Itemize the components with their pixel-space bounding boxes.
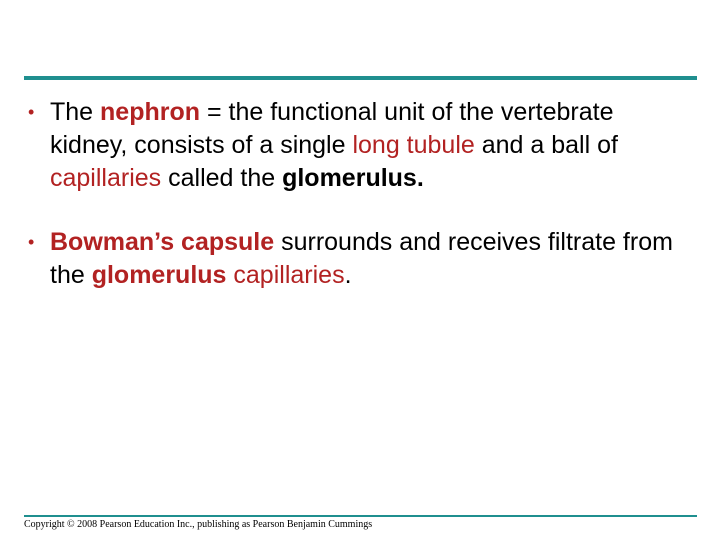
bullet-text-part: surrounds and receives filtrate from the <box>50 228 673 289</box>
bottom-divider <box>24 515 697 517</box>
bullet-text-part: = the functional unit of the vertebrate kidney, consists of a single <box>50 98 614 159</box>
term-glomerulus: glomerulus. <box>282 164 424 192</box>
term-bowmans-capsule: Bowman’s capsule <box>50 228 275 256</box>
term-capillaries: capillaries <box>233 261 345 289</box>
bullet-marker: • <box>28 102 35 122</box>
bullet-list <box>26 96 686 292</box>
bullet-marker: • <box>28 232 35 252</box>
term-long-tubule: long tubule <box>352 131 475 159</box>
bullet-text-part: and a ball of <box>474 131 618 159</box>
bullet-text-part: . <box>344 261 352 289</box>
term-nephron: nephron <box>100 98 201 126</box>
term-glomerulus: glomerulus <box>91 261 227 289</box>
bullet-text-part: called the <box>161 164 283 192</box>
copyright-notice: Copyright © 2008 Pearson Education Inc., publishing as Pearson Benjamin Cummings <box>24 519 373 530</box>
term-capillaries: capillaries <box>50 164 162 192</box>
bullet-text-part: The <box>50 98 101 126</box>
bullet-item-bowmans-capsule <box>26 226 686 292</box>
top-divider <box>24 76 697 80</box>
bullet-item-nephron <box>26 96 686 195</box>
